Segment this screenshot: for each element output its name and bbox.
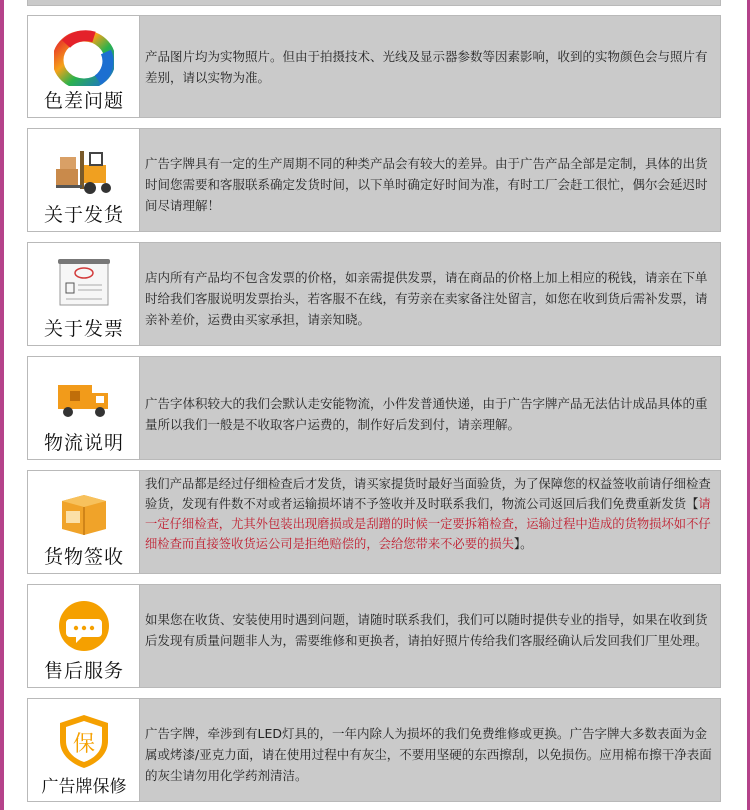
section-title: 物流说明 (43, 432, 124, 454)
section-title: 关于发货 (43, 204, 124, 226)
section-text: 产品图片均为实物照片。但由于拍摄技术、光线及显示器参数等因素影响，收到的实物颜色会与照片有差别，请以实物为准。 (145, 49, 708, 85)
section-text: 如果您在收货、安装使用时遇到问题，请随时联系我们，我们可以随时提供专业的指导，如果在收到货后发现有质量问题非人为，需要维修和更换者，请拍好照片传给我们客服经确认后发回我们厂里处理。 (145, 612, 708, 648)
section-icon-box (28, 699, 140, 801)
color-ring-icon (54, 30, 114, 86)
shield-badge-text: 保 (72, 732, 96, 757)
section-title: 色差问题 (43, 90, 124, 112)
section-icon-box (28, 129, 140, 231)
page-edge-left (0, 0, 4, 810)
section-title: 广告牌保修 (41, 777, 127, 797)
parcel-icon (54, 485, 114, 541)
section-title: 售后服务 (43, 660, 124, 682)
forklift-icon (54, 143, 114, 199)
section-text: 广告字牌具有一定的生产周期不同的种类产品会有较大的差异。由于广告产品全部是定制，具体的出货时间您需要和客服联系确定发货时间，以下单时确定好时间为准，有时工厂会赶工很忙，偶尔会延迟时间尽请理解！ (145, 156, 708, 213)
section-title: 关于发票 (43, 318, 124, 340)
section-logistics (27, 356, 721, 460)
chat-bubble-icon (54, 599, 114, 655)
section-after-sales (27, 584, 721, 688)
section-title: 货物签收 (43, 546, 124, 568)
truck-icon (54, 371, 114, 427)
shield-icon (54, 713, 114, 769)
section-icon-box (28, 16, 140, 117)
section-icon-box (28, 585, 140, 687)
section-warranty (27, 698, 721, 802)
warning-text: 请一定仔细检查，尤其外包装出现磨损或是刮蹭的时候一定要拆箱检查，运输过程中造成的货物损坏如不仔细检查而直接签收货运公司是拒绝赔偿的，会给您带来不必要的损失 (145, 497, 711, 551)
section-icon-box (28, 471, 140, 573)
section-shipping (27, 128, 721, 232)
section-invoice (27, 242, 721, 346)
section-text-end: 】。 (513, 537, 533, 551)
section-color-difference (27, 15, 721, 118)
section-text: 广告字体积较大的我们会默认走安能物流，小件发普通快递，由于广告字牌产品无法估计成品具体的重量所以我们一般是不收取客户运费的，制作好后发到付，请亲理解。 (145, 396, 708, 432)
section-icon-box (28, 243, 140, 345)
section-receipt (27, 470, 721, 574)
section-text: 店内所有产品均不包含发票的价格，如亲需提供发票，请在商品的价格上加上相应的税钱，请亲在下单时给我们客服说明发票抬头，若客服不在线，有劳亲在卖家备注处留言，如您在收到货后需补发票，请亲补差价，运费由买家承担，请亲知晓。 (145, 270, 708, 327)
previous-card-bottom (27, 0, 721, 6)
section-text-block (145, 474, 712, 554)
section-text: 我们产品都是经过仔细检查后才发货，请买家提货时最好当面验货，为了保障您的权益签收前请仔细检查验货，发现有件数不对或者运输损坏请不予签收并及时联系我们，物流公司返回后我们免费重新发货【 (145, 477, 711, 511)
invoice-icon (54, 257, 114, 313)
section-icon-box (28, 357, 140, 459)
section-text: 广告字牌，牵涉到有LED灯具的，一年内除人为损坏的我们免费维修或更换。广告字牌大多数表面为金属或烤漆/亚克力面，请在使用过程中有灰尘，不要用坚硬的东西擦刮，以免损伤。应用棉布擦干净表面的灰尘请勿用化学药剂清洁。 (145, 726, 712, 783)
